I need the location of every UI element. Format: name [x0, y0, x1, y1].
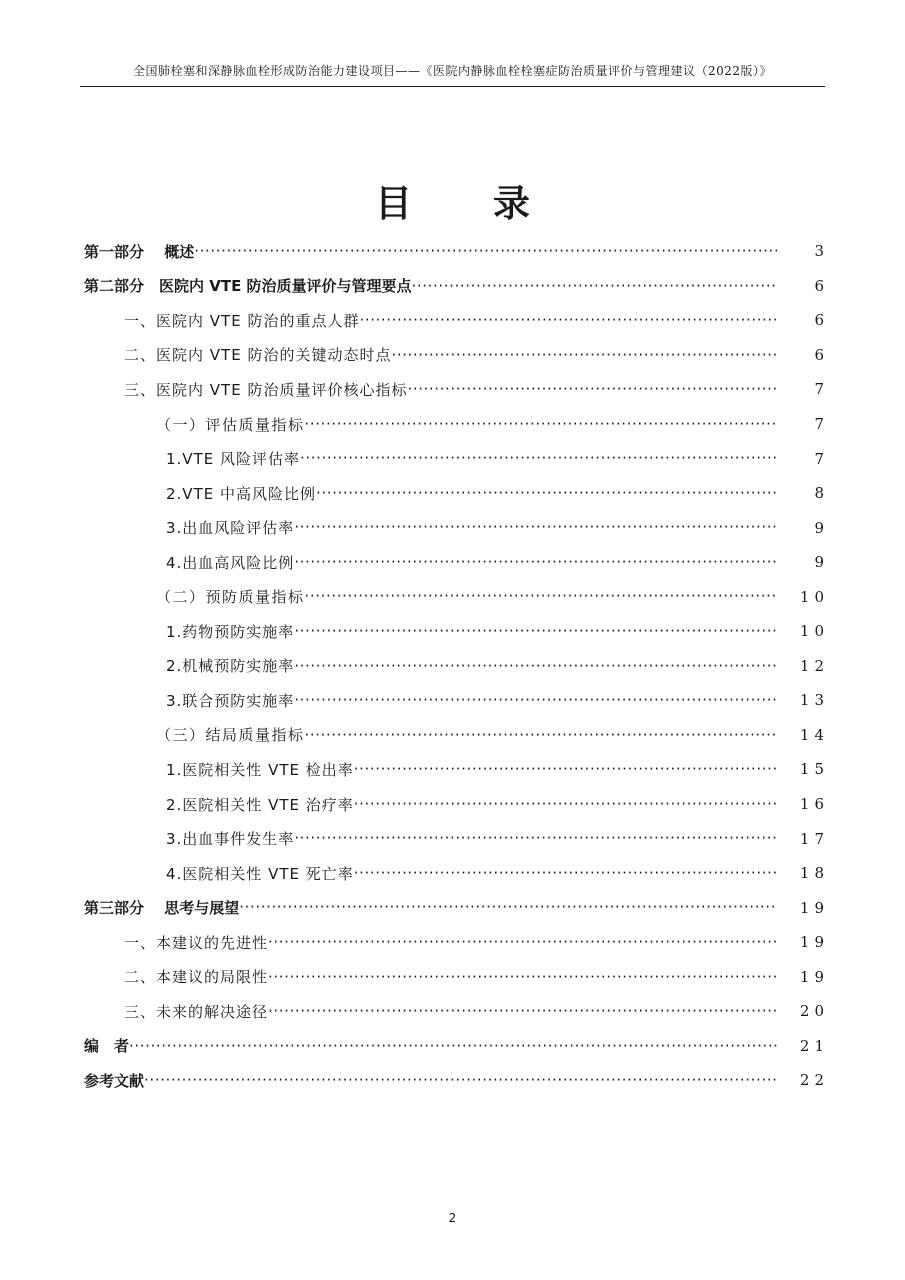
toc-entry[interactable]: 二、医院内 VTE 防治的关键动态时点 ····· 6 [84, 338, 824, 373]
dot-leader [268, 934, 777, 951]
toc-entry[interactable]: （二）预防质量指标 ····· 10 [84, 579, 824, 614]
dot-leader [294, 658, 777, 675]
dot-leader [268, 1003, 777, 1020]
toc-entry[interactable]: 三、医院内 VTE 防治质量评价核心指标 ····· 7 [84, 372, 824, 407]
dot-leader [412, 278, 777, 295]
toc-page-number: 16 [799, 795, 829, 814]
toc-page-number: 7 [814, 415, 829, 433]
toc-entry-editors[interactable]: 编 者 ····· 21 [84, 1029, 824, 1064]
dot-leader [294, 623, 777, 640]
toc-entry[interactable]: 2.VTE 中高风险比例 ····· 8 [84, 476, 824, 511]
toc-entry[interactable]: 2.机械预防实施率 ····· 12 [84, 649, 824, 684]
toc-page-number: 13 [799, 691, 829, 710]
dot-leader [407, 381, 777, 398]
toc-page-number: 12 [799, 656, 829, 675]
page-title: 目 录 [375, 182, 564, 225]
toc-page-number: 9 [814, 518, 829, 537]
dot-leader [305, 588, 777, 605]
toc-entry-part2[interactable]: 第二部分 医院内 VTE 防治质量评价与管理要点 ····· 6 [84, 269, 824, 304]
toc-entry[interactable]: 3.联合预防实施率 ····· 13 [84, 683, 824, 718]
dot-leader [239, 899, 777, 916]
toc-page-number: 20 [799, 1002, 829, 1021]
toc-entry[interactable]: 二、本建议的局限性 ····· 19 [84, 959, 824, 994]
dot-leader [354, 796, 777, 813]
toc-page-number: 19 [799, 933, 829, 952]
toc-page-number: 6 [814, 311, 829, 330]
dot-leader [316, 485, 777, 502]
toc-entry[interactable]: 4.医院相关性 VTE 死亡率 ····· 18 [84, 856, 824, 891]
toc-entry-part1[interactable]: 第一部分 概述 ····· 3 [84, 234, 824, 269]
toc-page-number: 15 [799, 760, 829, 779]
toc-entry[interactable]: 1.药物预防实施率 ····· 10 [84, 614, 824, 649]
dot-leader [294, 830, 777, 847]
toc-page-number: 7 [814, 449, 829, 468]
toc-entry[interactable]: 一、医院内 VTE 防治的重点人群 ····· 6 [84, 303, 824, 338]
toc-page-number: 9 [814, 553, 829, 572]
toc-page-number: 7 [814, 380, 829, 399]
toc-entry[interactable]: （三）结局质量指标 ····· 14 [84, 718, 824, 753]
dot-leader [305, 727, 777, 744]
toc-page-number: 14 [799, 725, 829, 744]
toc-page-number: 6 [814, 345, 829, 364]
toc-page-number: 6 [814, 276, 829, 295]
toc-entry[interactable]: 1.医院相关性 VTE 检出率 ····· 15 [84, 752, 824, 787]
toc-page-number: 22 [799, 1071, 829, 1090]
toc-entry[interactable]: 2.医院相关性 VTE 治疗率 ····· 16 [84, 787, 824, 822]
dot-leader [354, 761, 777, 778]
toc-page-number: 19 [799, 967, 829, 986]
dot-leader [294, 554, 777, 571]
dot-leader [268, 969, 777, 986]
dot-leader [354, 865, 777, 882]
toc-entry-part3[interactable]: 第三部分 思考与展望 ····· 19 [84, 890, 824, 925]
page-number: 2 [448, 1211, 457, 1225]
toc-page-number: 10 [799, 622, 829, 641]
toc-page-number: 10 [799, 587, 829, 606]
dot-leader [391, 347, 777, 364]
toc-entry[interactable]: 1.VTE 风险评估率 ····· 7 [84, 441, 824, 476]
toc-page-number: 21 [799, 1036, 829, 1055]
dot-leader [294, 692, 777, 709]
dot-leader [359, 312, 777, 329]
running-header: 全国肺栓塞和深静脉血栓形成防治能力建设项目——《医院内静脉血栓栓塞症防治质量评价与管理建议（2022版）》 [132, 64, 773, 78]
toc-page-number: 8 [814, 484, 829, 503]
table-of-contents [84, 234, 829, 1098]
toc-entry[interactable]: 3.出血风险评估率 ····· 9 [84, 510, 824, 545]
toc-entry[interactable]: 一、本建议的先进性 ····· 19 [84, 925, 824, 960]
toc-entry-references[interactable]: 参考文献 ····· 22 [84, 1063, 824, 1098]
dot-leader [194, 243, 777, 260]
toc-page-number: 3 [814, 242, 829, 261]
header-rule [80, 86, 825, 87]
toc-entry[interactable]: 三、未来的解决途径 ····· 20 [84, 994, 824, 1029]
dot-leader [305, 416, 777, 433]
toc-entry[interactable]: （一）评估质量指标 ····· 7 [84, 407, 824, 442]
dot-leader [294, 519, 777, 536]
dot-leader [129, 1038, 777, 1055]
dot-leader [300, 450, 777, 467]
dot-leader [144, 1072, 777, 1089]
toc-page-number: 18 [799, 864, 829, 883]
toc-page-number: 19 [799, 898, 829, 917]
toc-entry[interactable]: 4.出血高风险比例 ····· 9 [84, 545, 824, 580]
toc-page-number: 17 [799, 829, 829, 848]
toc-entry[interactable]: 3.出血事件发生率 ····· 17 [84, 821, 824, 856]
